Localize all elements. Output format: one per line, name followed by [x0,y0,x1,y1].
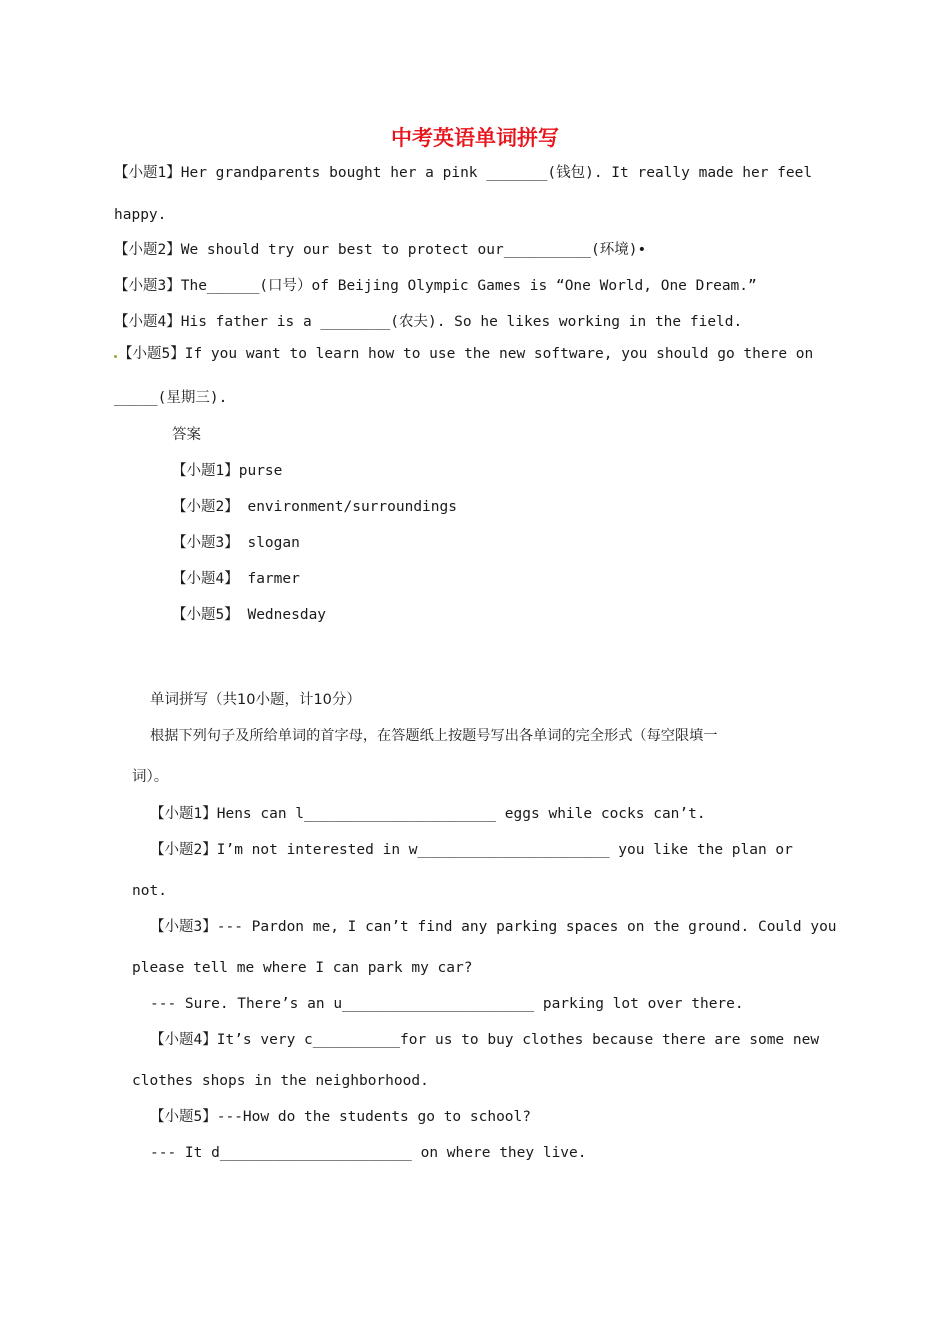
answer-1: 【小题1】purse [172,463,283,479]
stray-mark [114,355,117,358]
answer-5: 【小题5】 Wednesday [172,607,327,623]
question-1-line-2: happy. [114,207,167,223]
page-title: 中考英语单词拼写 [391,126,559,150]
exercise-5-line-1: 【小题5】---How do the students go to school? [150,1109,531,1125]
exercise-2-line-1: 【小题2】I’m not interested in w______________________ you like the plan or [150,842,793,858]
answer-2: 【小题2】 environment/surroundings [172,499,457,515]
exercise-3-line-3: --- Sure. There’s an u______________________ parking lot over there. [150,996,744,1012]
exercise-4-line-2: clothes shops in the neighborhood. [132,1073,429,1089]
answer-4: 【小题4】 farmer [172,571,300,587]
exercise-4-line-1: 【小题4】It’s very c__________for us to buy clothes because there are some new [150,1032,820,1048]
answers-heading: 答案 [172,427,201,443]
exercise-1: 【小题1】Hens can l______________________ eggs while cocks can’t. [150,806,706,822]
exercise-3-line-1: 【小题3】--- Pardon me, I can’t find any parking spaces on the ground. Could you [150,919,837,935]
exercise-3-line-2: please tell me where I can park my car? [132,960,473,976]
exercise-2-line-2: not. [132,883,167,899]
question-2: 【小题2】We should try our best to protect our__________(环境)• [114,242,647,258]
question-1-line-1: 【小题1】Her grandparents bought her a pink _______(钱包). It really made her feel [114,165,813,181]
question-4: 【小题4】His father is a ________(农夫). So he likes working in the field. [114,314,743,330]
instructions-line-2: 词）。 [132,769,169,785]
exercise-5-line-2: --- It d______________________ on where they live. [150,1145,587,1161]
answer-3: 【小题3】 slogan [172,535,300,551]
question-5-line-1: 【小题5】If you want to learn how to use the new software, you should go there on [118,346,814,362]
question-5-line-2: _____(星期三). [114,390,228,406]
question-3: 【小题3】The______(口号）of Beijing Olympic Games is “One World, One Dream.” [114,278,757,294]
instructions-line-1: 根据下列句子及所给单词的首字母，在答题纸上按题号写出各单词的完全形式（每空限填一 [150,728,718,744]
section-heading: 单词拼写（共10小题，计10分） [150,692,361,708]
